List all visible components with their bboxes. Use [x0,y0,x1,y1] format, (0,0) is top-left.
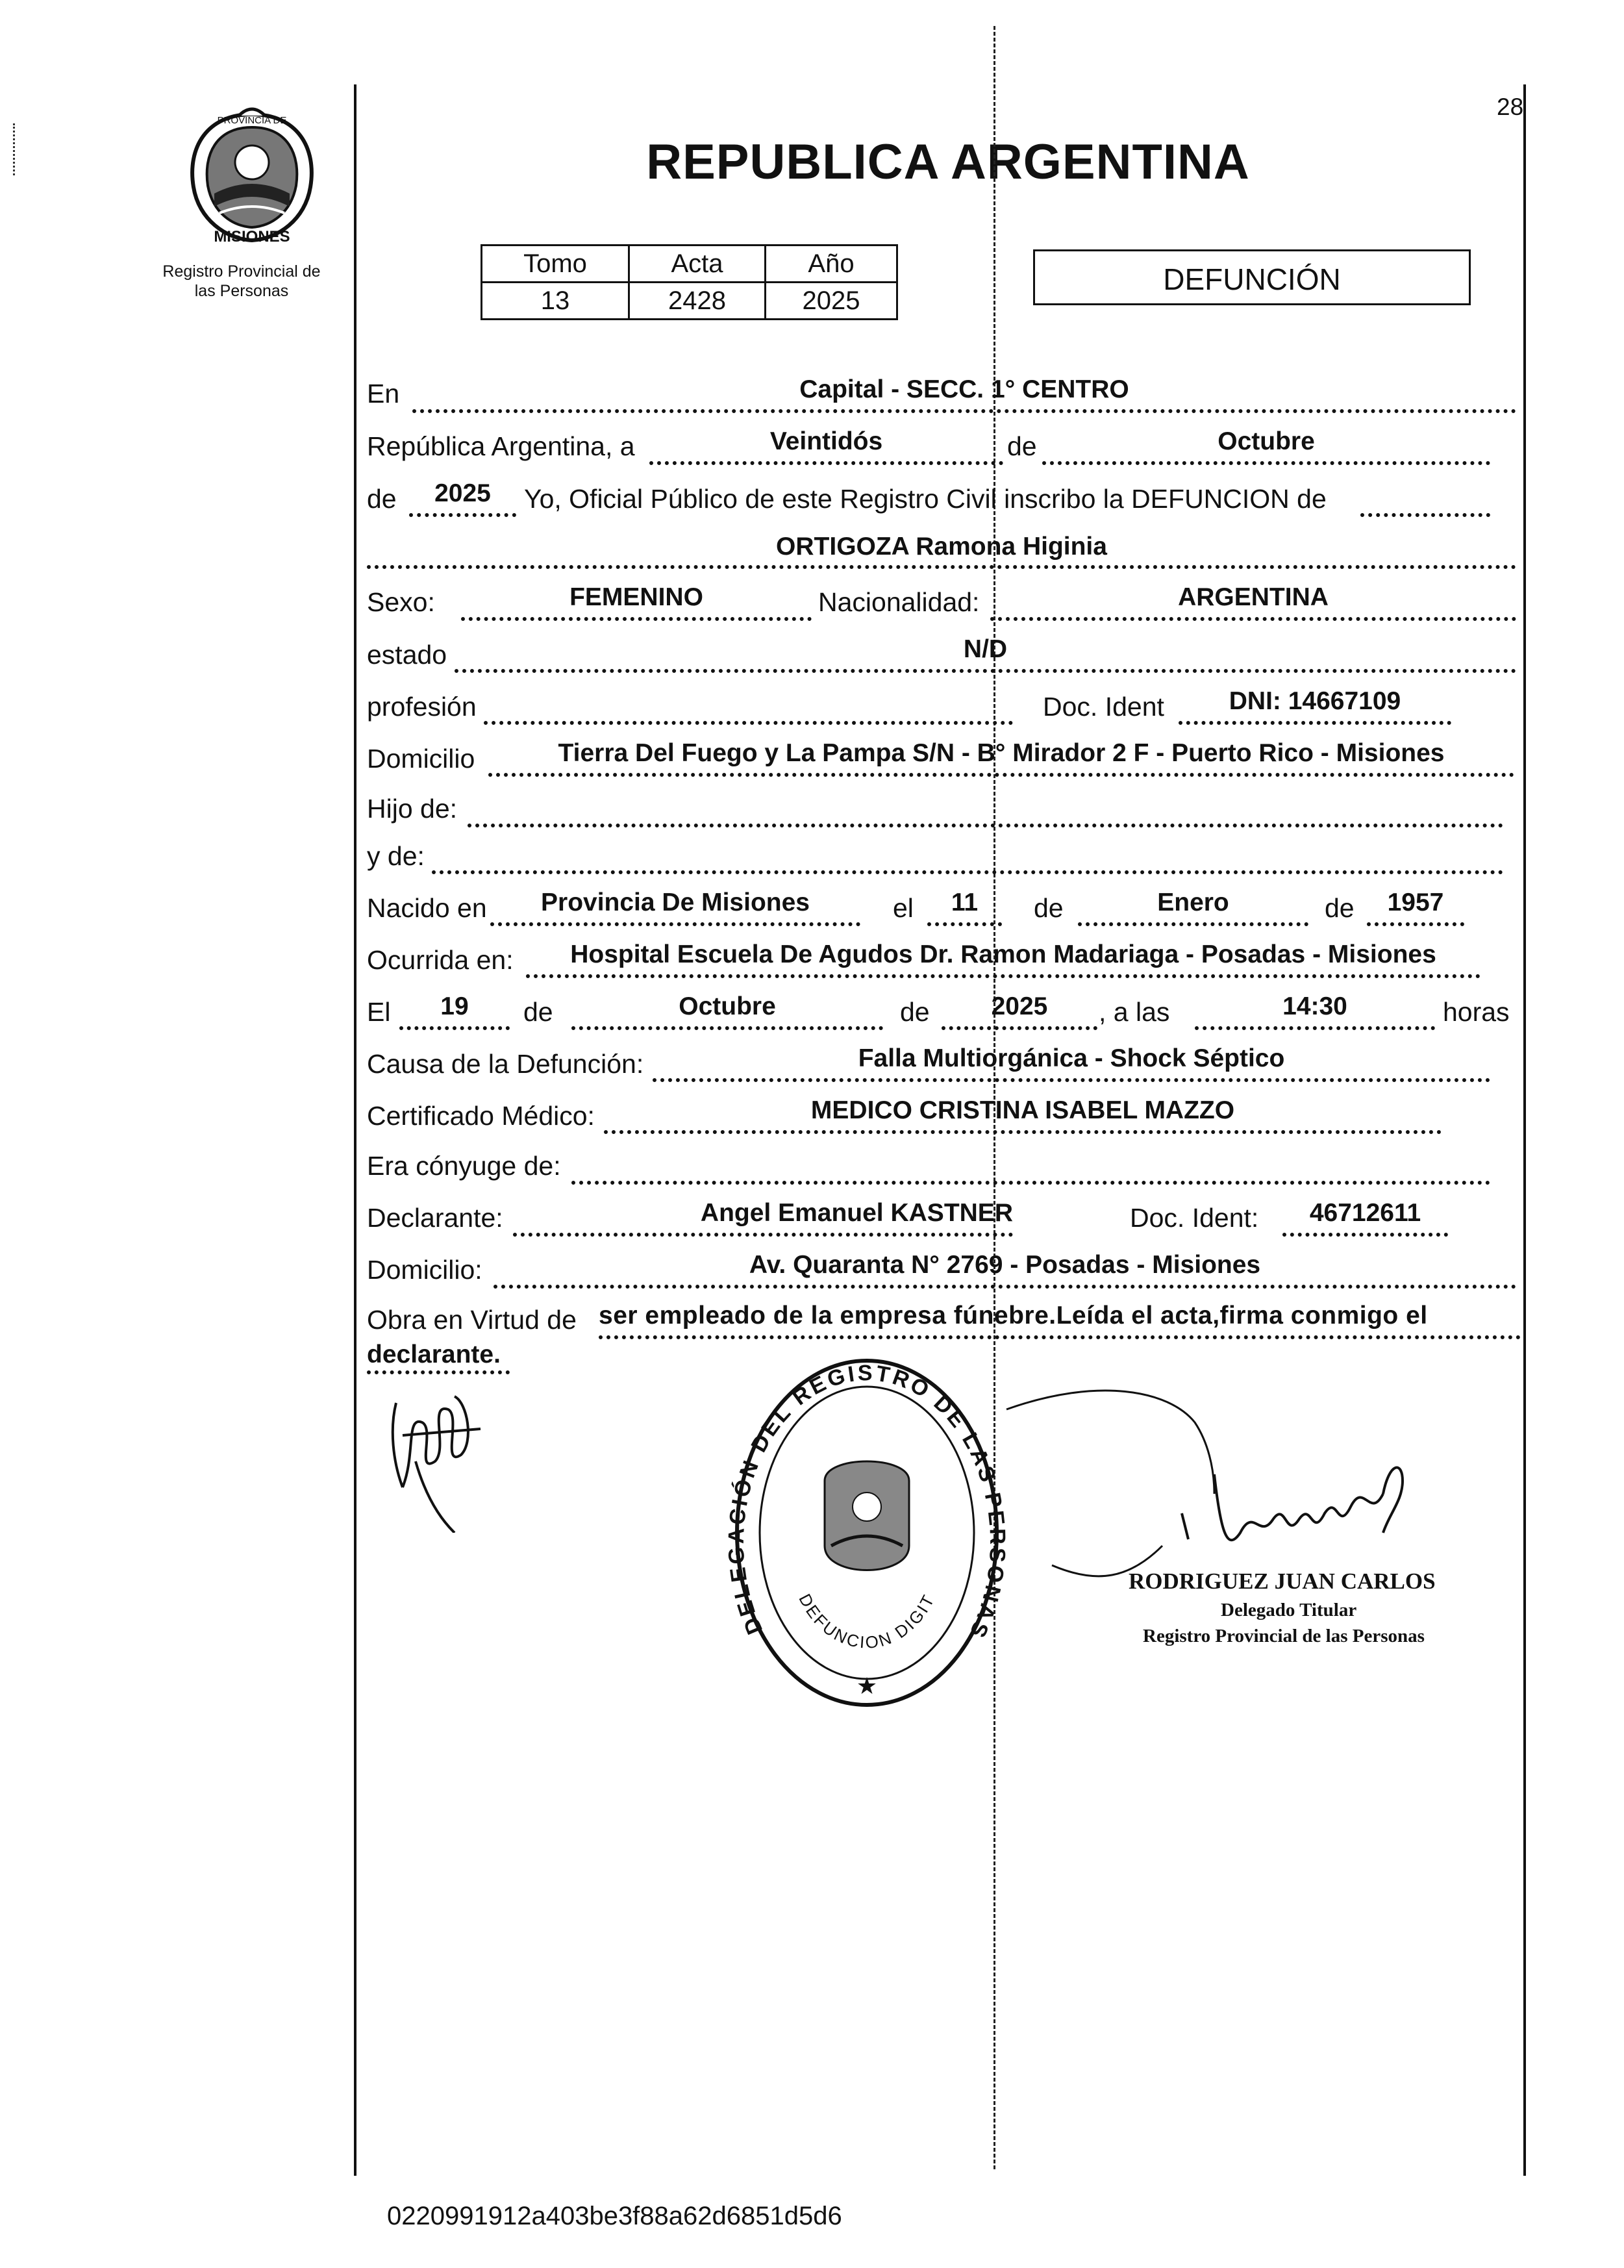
line-anio [409,513,516,517]
field-obra-line1: ser empleado de la empresa fúnebre.Leída el acta,firma conmigo el [599,1302,1428,1329]
field-ocurrida-en: Hospital Escuela De Agudos Dr. Ramon Madariaga - Posadas - Misiones [570,940,1436,968]
label-republica: República Argentina, a [367,431,635,461]
field-causa: Falla Multiorgánica - Shock Séptico [858,1044,1285,1072]
page-title: REPUBLICA ARGENTINA [646,134,1250,190]
label-conyuge: Era cónyuge de: [367,1151,561,1181]
official-title: Delegado Titular [1221,1600,1357,1620]
line-nac-mes [1078,922,1308,926]
province-logo [168,103,336,252]
table-header-acta: Acta [629,246,766,283]
label-de-def-anio: de [900,997,930,1027]
line-nac-anio [1367,922,1464,926]
line-doc [1179,721,1451,725]
official-office: Registro Provincial de las Personas [1143,1626,1425,1646]
field-dia-letras: Veintidós [769,427,883,455]
label-certificado: Certificado Médico: [367,1101,595,1131]
table-header-tomo: Tomo [482,246,629,283]
line-conyuge [571,1181,1490,1185]
field-declarante-doc: 46712611 [1309,1199,1421,1227]
label-domicilio2: Domicilio: [367,1255,482,1285]
table-value-anio: 2025 [766,283,897,320]
label-de-nac-anio: de [1325,893,1355,923]
label-domicilio: Domicilio [367,744,475,774]
label-en: En [367,379,400,409]
field-certificado: MEDICO CRISTINA ISABEL MAZZO [810,1096,1235,1124]
table-header-anio: Año [766,246,897,283]
field-doc: DNI: 14667109 [1229,687,1401,715]
line-declarante-doc [1282,1233,1448,1237]
field-domicilio: Tierra Del Fuego y La Pampa S/N - B° Mirador 2 F - Puerto Rico - Misiones [558,739,1445,767]
line-nac-dia [927,922,1002,926]
label-el-death: El [367,997,391,1027]
field-nac-dia: 11 [951,888,979,916]
label-y-de: y de: [367,841,425,871]
official-name: RODRIGUEZ JUAN CARLOS [1129,1569,1436,1594]
right-frame-line [1523,84,1526,2176]
margin-marks [13,123,41,175]
footer-hash: 0220991912a403be3f88a62d6851d5d6 [387,2202,842,2230]
field-estado: N/D [963,635,1008,663]
line-obra-2 [367,1370,510,1374]
field-nombre: ORTIGOZA Ramona Higinia [776,533,1107,561]
table-value-tomo: 13 [482,283,629,320]
declarant-signature [377,1377,506,1533]
line-ocurrida-en [526,974,1480,978]
field-obra-line2: declarante. [367,1341,501,1368]
line-nombre [367,565,1516,569]
line-declarante [513,1233,1013,1237]
registry-name-line2: las Personas [194,282,289,300]
label-hijo-de: Hijo de: [367,794,458,824]
line-declarante-domicilio [493,1285,1516,1289]
field-declarante: Angel Emanuel KASTNER [700,1199,1013,1227]
stamp-outer-text: DELE CIÓN DEL REGISTRO DE LAS P ONAS [727,1361,1006,1644]
line-obra-1 [599,1335,1521,1339]
registry-name-line1: Registro Provincial de [162,262,321,281]
label-doc-ident2: Doc. Ident: [1130,1203,1259,1233]
label-profesion: profesión [367,692,477,722]
line-dia-letras [649,461,1003,465]
label-de-mes: de [1007,431,1037,461]
field-def-mes: Octubre [679,992,776,1020]
line-causa [653,1078,1490,1082]
svg-text:PROVINCIA DE: PROVINCIA DE [217,115,287,126]
registry-stamp [727,1351,1006,1715]
label-obra: Obra en Virtud de [367,1305,577,1335]
line-mes [1042,461,1490,465]
field-nac-anio: 1957 [1387,888,1444,916]
line-def-anio [942,1026,1097,1030]
field-anio: 2025 [434,479,491,507]
label-nacido-en: Nacido en [367,893,487,923]
label-horas: horas [1443,997,1510,1027]
line-domicilio [488,773,1514,777]
line-lugar [412,409,1516,413]
line-profesion [484,721,1013,725]
field-sexo: FEMENINO [569,583,703,611]
label-a-las: , a las [1099,997,1170,1027]
page-number: 28 [1497,94,1524,120]
svg-text:MISIONES: MISIONES [214,228,290,246]
line-nacionalidad [990,617,1516,621]
label-estado: estado [367,640,447,670]
stamp-star-icon: ★ [856,1672,878,1699]
line-nacido-en [490,922,860,926]
field-mes: Octubre [1218,427,1315,455]
label-nacionalidad: Nacionalidad: [818,587,980,617]
line-estado [455,669,1516,673]
official-signature [1000,1370,1468,1594]
label-causa: Causa de la Defunción: [367,1049,644,1079]
left-frame-line [354,84,356,2176]
line-oficial-end [1360,513,1490,517]
record-type-box: DEFUNCIÓN [1033,249,1471,305]
line-sexo [461,617,812,621]
line-def-mes [571,1026,883,1030]
field-def-anio: 2025 [991,992,1048,1020]
line-certificado [604,1130,1442,1134]
label-declarante: Declarante: [367,1203,503,1233]
record-table [481,244,898,320]
line-def-dia [399,1026,510,1030]
line-hijo-de [468,824,1503,827]
line-y-de [432,870,1503,874]
label-doc-ident: Doc. Ident [1043,692,1164,722]
label-de-anio: de [367,484,397,514]
stamp-inner-text: DEFUNCION DIGIT [795,1590,938,1653]
table-value-acta: 2428 [629,283,766,320]
label-ocurrida-en: Ocurrida en: [367,945,514,975]
field-nacionalidad: ARGENTINA [1178,583,1329,611]
field-declarante-domicilio: Av. Quaranta N° 2769 - Posadas - Misiones [749,1251,1261,1279]
field-hora: 14:30 [1282,992,1347,1020]
label-oficial: Yo, Oficial Público de este Registro Civil inscribo la DEFUNCION de [524,484,1327,514]
label-de-nac-mes: de [1034,893,1064,923]
line-hora [1195,1026,1435,1030]
label-el: el [893,893,914,923]
label-sexo: Sexo: [367,587,435,617]
field-lugar: Capital - SECC. 1° CENTRO [799,375,1129,403]
field-def-dia: 19 [440,992,469,1020]
label-de-def-mes: de [523,997,553,1027]
field-nac-mes: Enero [1157,888,1229,916]
field-nacido-en: Provincia De Misiones [541,888,810,916]
